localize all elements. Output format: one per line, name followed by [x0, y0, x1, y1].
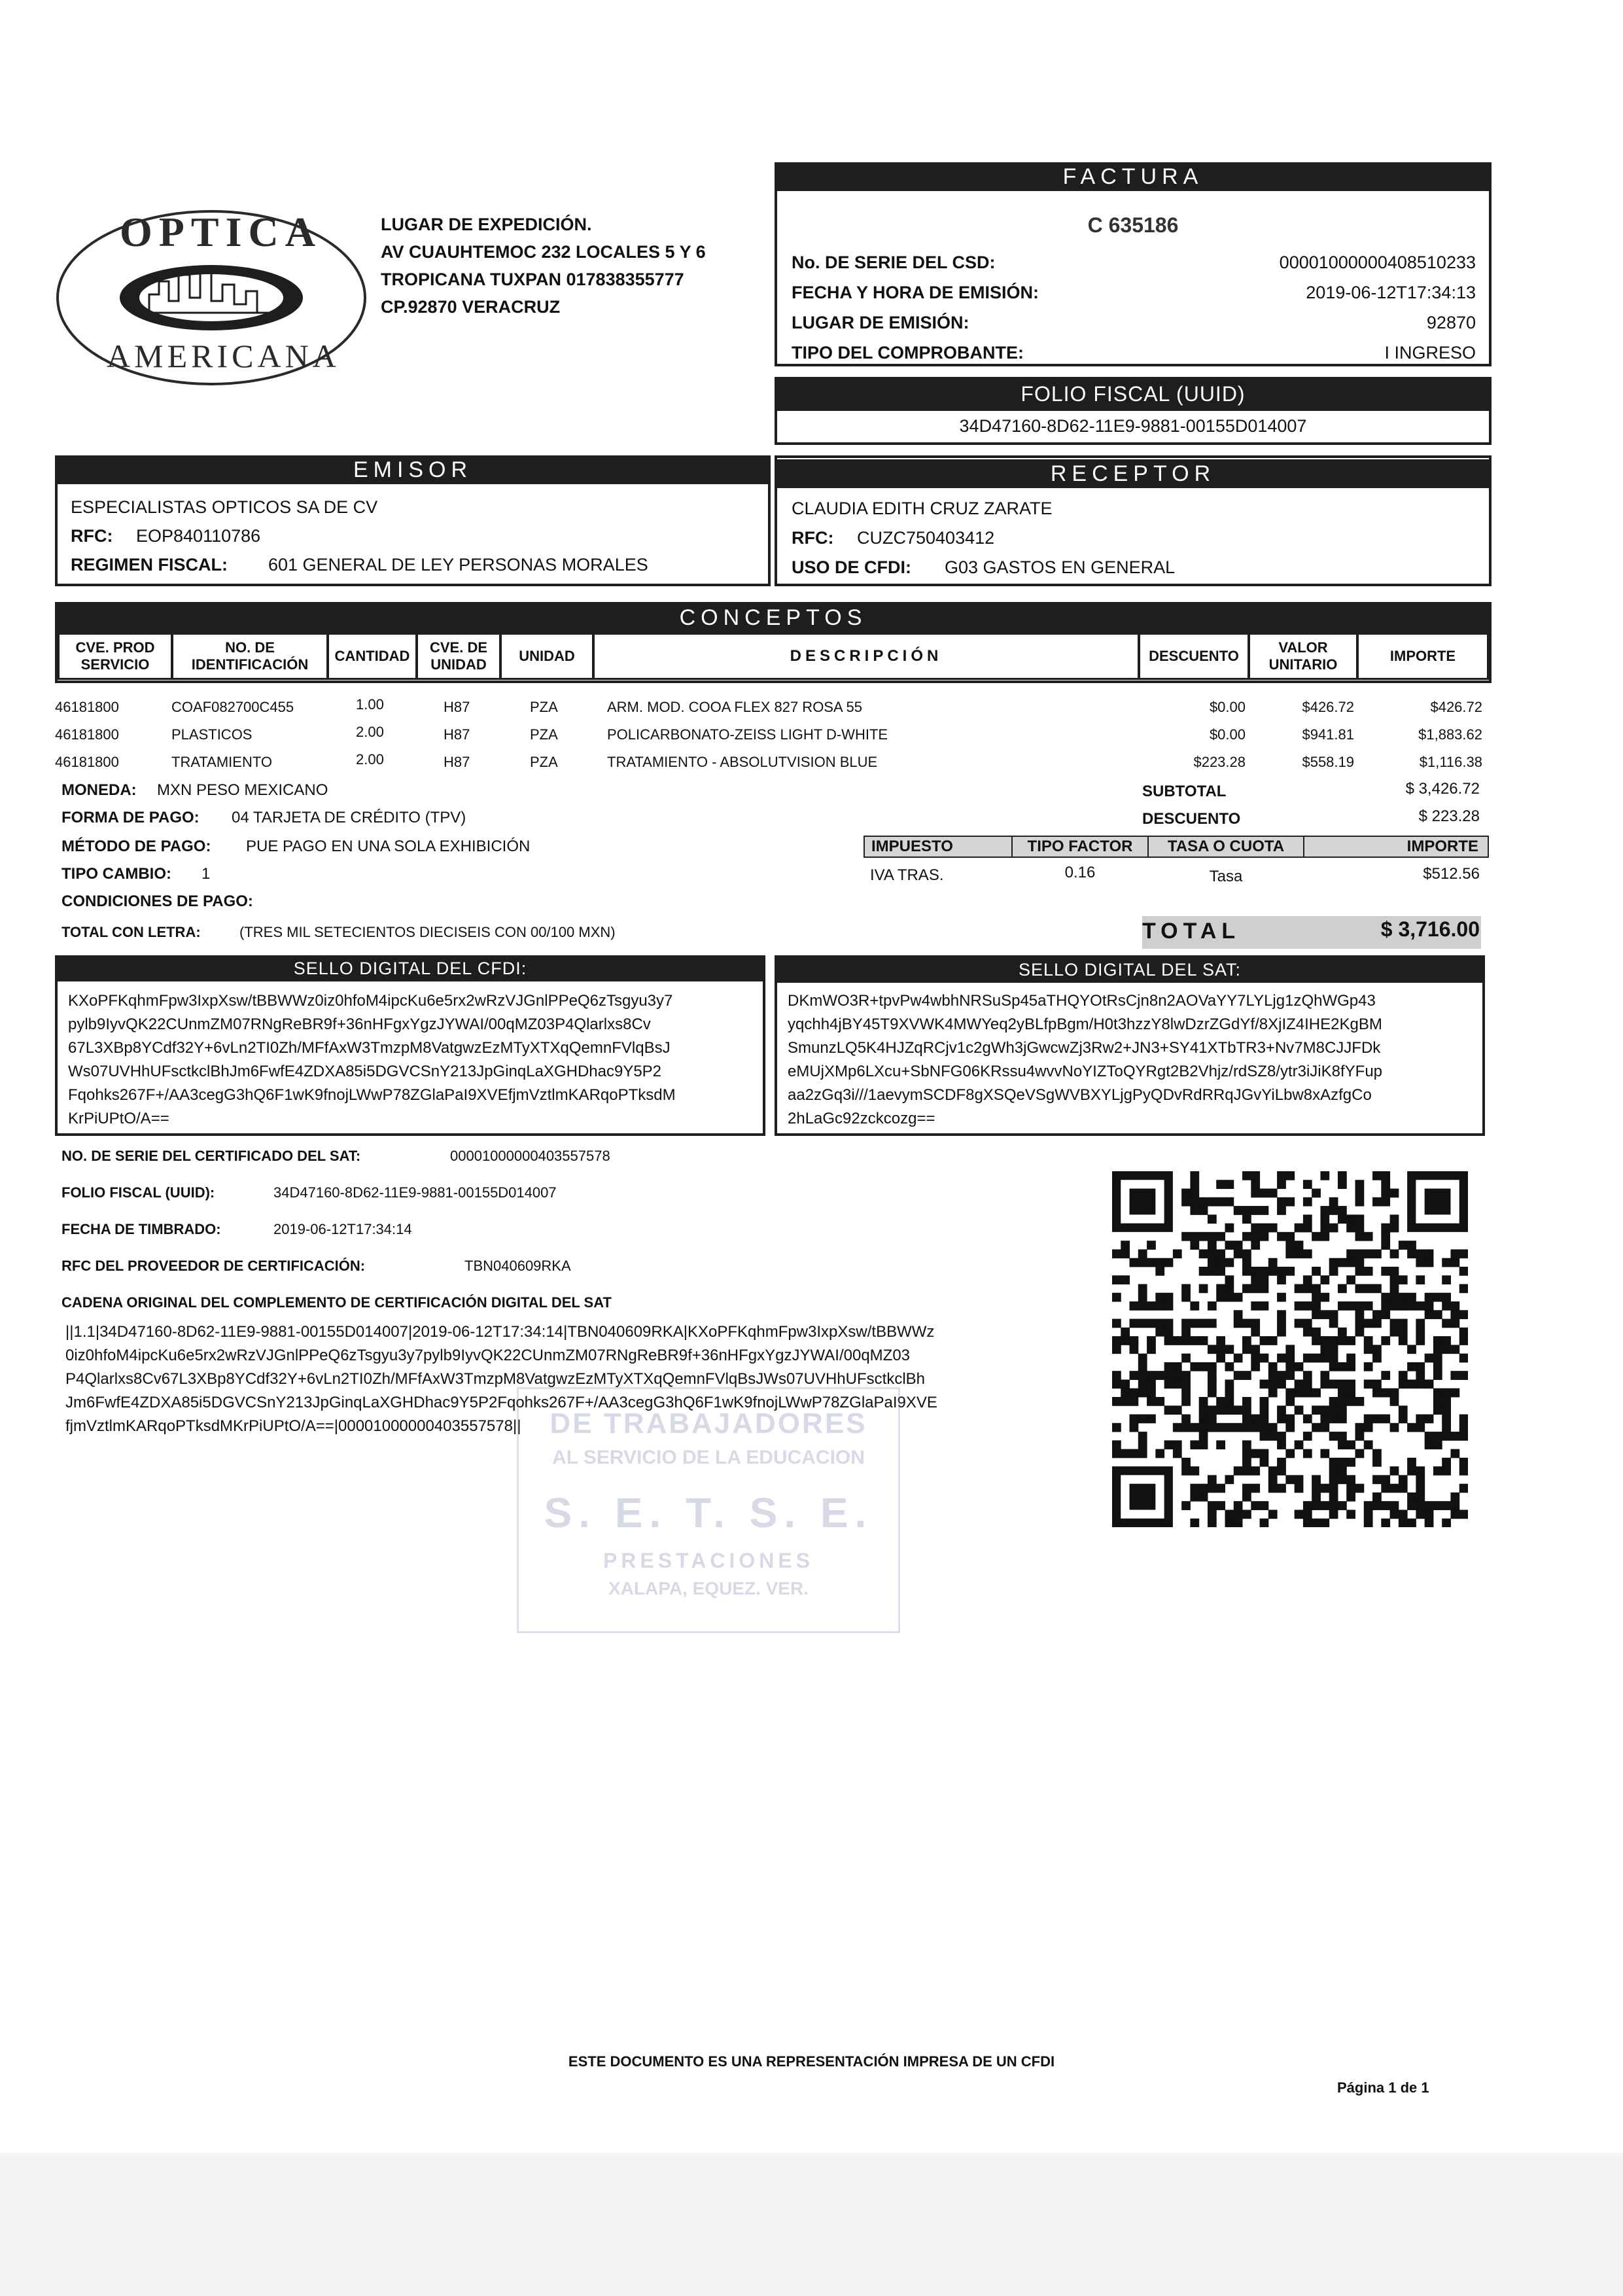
emisor-name: ESPECIALISTAS OPTICOS SA DE CV — [71, 497, 378, 517]
receptor-name: CLAUDIA EDITH CRUZ ZARATE — [792, 499, 1053, 518]
sello-cfdi-text: KXoPFKqhmFpw3IxpXsw/tBBWWz0iz0hfoM4ipcKu6e5rx2wRzVJGnlPPeQ6zTsgyu3y7 pylb9IyvQK22CUnmZM07RNgReBR9f+36nHFgxYgzJYWAI/00qMZ03P4Qlarlxs8Cv 67L3XBp8YCdf32Y+6vLn2TI0Zh/MFfAxW3TmzpM8VatgwzEzMTyXTXqQemnFVlqBsJ Ws07UVHhUFsctkclBhJm6FwfE4ZDXA85i5DGVCSnY213JpGinqLaXGHDhac9Y5P2 Fqohks267F+/AA3cegG3hQ6F1wK9fnojLWwP78ZGlaPaI9XVEfjmVztlmKARqoPTksdM KrPiUPtO/A== — [68, 992, 676, 1127]
th-cve-unidad: CVE. DE UNIDAD — [416, 633, 501, 680]
descuento-value: $ 223.28 — [1418, 807, 1480, 825]
address-line-3: TROPICANA TUXPAN 017838355777 — [381, 270, 684, 289]
logo-bottom-text: AMERICANA — [107, 338, 340, 374]
factura-folio: C 635186 — [1087, 213, 1179, 237]
cadena-label: CADENA ORIGINAL DEL COMPLEMENTO DE CERTIFICACIÓN DIGITAL DEL SAT — [61, 1294, 612, 1311]
moneda-label: MONEDA: — [61, 781, 137, 799]
sello-sat-title: SELLO DIGITAL DEL SAT: — [775, 957, 1485, 983]
issuer-address — [381, 211, 706, 321]
address-line-2: AV CUAUHTEMOC 232 LOCALES 5 Y 6 — [381, 242, 706, 262]
total-letra-value: (TRES MIL SETECIENTOS DIECISEIS CON 00/100 MXN) — [239, 924, 616, 940]
rfc-proveedor-label: RFC DEL PROVEEDOR DE CERTIFICACIÓN: — [61, 1258, 366, 1274]
cert-sat-label: NO. DE SERIE DEL CERTIFICADO DEL SAT: — [61, 1148, 361, 1164]
cadena-text: ||1.1|34D47160-8D62-11E9-9881-00155D014007|2019-06-12T17:34:14|TBN040609RKA|KXoPFKqhmFpw3IxpXsw/tBBWWz 0iz0hfoM4ipcKu6e5rx2wRzVJGnlPPeQ6zTsgyu3y7pylb9IyvQK22CUnmZM07RNgReBR9f+36nHFgxYgzJYWAI/00qMZ03 P4Qlarlxs8Cv67L3XBp8YCdf32Y+6vLn2TI0Zh/MFfAxW3TmzpM8VatgwzEzMTyXTXqQemnFVlqBsJWs07UVHhUFsctkclBh Jm6FwfE4ZDXA85i5DGVCSnY213JpGinqLaXGHDhac9Y5P2Fqohks267F+/AA3cegG3hQ6F1wK9fnojLWwP78ZGlaPaI9XVE fjmVztlmKARqoPTksdMKrPiUPtO/A==|00001000000403557578|| — [65, 1323, 937, 1435]
emisor-rfc-label: RFC: — [71, 526, 113, 546]
folio-fiscal-title: FOLIO FISCAL (UUID) — [775, 377, 1492, 411]
conceptos-title: CONCEPTOS — [55, 602, 1492, 633]
th-cve-prod: CVE. PROD SERVICIO — [58, 633, 173, 680]
uuid-value: 34D47160-8D62-11E9-9881-00155D014007 — [273, 1184, 557, 1201]
company-logo — [51, 203, 372, 393]
descuento-label: DESCUENTO — [1142, 810, 1241, 828]
metodo-pago-label: MÉTODO DE PAGO: — [61, 838, 211, 855]
th-importe: IMPORTE — [1357, 633, 1489, 680]
page-number: Página 1 de 1 — [1337, 2079, 1429, 2096]
subtotal-value: $ 3,426.72 — [1405, 780, 1480, 798]
sello-sat-text: DKmWO3R+tpvPw4wbhNRSuSp45aTHQYOtRsCjn8n2AOVaYY7LYLjg1zQhWGp43 yqchh4jBY45T9XVWK4MWYeq2yBLfpBgm/H0t3hzzY8lwDzrZGdYf/8XjIZ4IHE2KgBM SmunzLQ5K4HJZqRCjv1c2gWh3jGwcwZj3Rw2+JN3+SY41XTbTR3+Nv7M8CJJFDk eMUjXMp6LXcu+SbNFG06KRssu4wvvNoYIZToQYRgt2B2Vhjz/rdSZ8/ytr3iJiK8fYFup aa2zGq3i///1aevymSCDF8gXSQeVSgWVBXYLjgPyQDvRdRRqJGvYiLbw8xAzfgCo 2hLaGc92zckcozg== — [788, 992, 1383, 1127]
th-tax-importe: IMPORTE — [1303, 836, 1489, 858]
receptor-rfc: CUZC750403412 — [857, 528, 995, 548]
th-cantidad: CANTIDAD — [327, 633, 417, 680]
receptor-uso: G03 GASTOS EN GENERAL — [945, 557, 1176, 577]
receptor-uso-label: USO DE CFDI: — [792, 557, 912, 577]
sello-cfdi-title: SELLO DIGITAL DEL CFDI: — [55, 955, 765, 981]
factura-details — [792, 247, 1476, 368]
receptor-rfc-label: RFC: — [792, 528, 834, 548]
rfc-proveedor-value: TBN040609RKA — [464, 1258, 571, 1274]
fecha-timbrado-value: 2019-06-12T17:34:14 — [273, 1221, 412, 1237]
logo-top-text: OPTICA — [120, 209, 322, 255]
uuid-label: FOLIO FISCAL (UUID): — [61, 1184, 215, 1201]
th-descripcion: DESCRIPCIÓN — [593, 633, 1140, 680]
th-no-id: NO. DE IDENTIFICACIÓN — [171, 633, 328, 680]
subtotal-label: SUBTOTAL — [1142, 783, 1227, 800]
th-impuesto: IMPUESTO — [864, 836, 1013, 858]
tipo-cambio-label: TIPO CAMBIO: — [61, 865, 171, 883]
th-valor: VALOR UNITARIO — [1248, 633, 1358, 680]
emisor-regimen: 601 GENERAL DE LEY PERSONAS MORALES — [268, 555, 648, 574]
emisor-title: EMISOR — [55, 455, 771, 484]
th-descuento: DESCUENTO — [1138, 633, 1249, 680]
address-line-4: CP.92870 VERACRUZ — [381, 297, 561, 317]
th-tasa-cuota: TASA O CUOTA — [1147, 836, 1304, 858]
th-unidad: UNIDAD — [500, 633, 594, 680]
factura-row-lugar: LUGAR DE EMISIÓN: 92870 — [792, 313, 1476, 332]
emisor-regimen-label: REGIMEN FISCAL: — [71, 555, 228, 574]
total-value: $ 3,716.00 — [1380, 917, 1480, 941]
forma-pago-label: FORMA DE PAGO: — [61, 809, 200, 826]
scan-edge-band — [0, 2153, 1623, 2296]
folio-fiscal-value: 34D47160-8D62-11E9-9881-00155D014007 — [959, 416, 1307, 436]
total-label: TOTAL — [1142, 919, 1241, 944]
total-letra-label: TOTAL CON LETRA: — [61, 924, 201, 940]
faint-rubber-stamp: DE TRABAJADORES AL SERVICIO DE LA EDUCACION S. E. T. S. E. PRESTACIONES XALAPA, EQUEZ. VER. — [517, 1387, 900, 1633]
condiciones-label: CONDICIONES DE PAGO: — [61, 892, 253, 910]
factura-title: FACTURA — [775, 162, 1492, 191]
th-tipo-factor: TIPO FACTOR — [1011, 836, 1149, 858]
receptor-title: RECEPTOR — [775, 459, 1492, 488]
metodo-pago-value: PUE PAGO EN UNA SOLA EXHIBICIÓN — [246, 838, 531, 855]
factura-row-tipo: TIPO DEL COMPROBANTE: I INGRESO — [792, 343, 1476, 362]
moneda-value: MXN PESO MEXICANO — [157, 781, 328, 799]
tipo-cambio-value: 1 — [201, 865, 211, 883]
fecha-timbrado-label: FECHA DE TIMBRADO: — [61, 1221, 221, 1237]
cfdi-representation-note: ESTE DOCUMENTO ES UNA REPRESENTACIÓN IMPRESA DE UN CFDI — [568, 2053, 1055, 2070]
forma-pago-value: 04 TARJETA DE CRÉDITO (TPV) — [232, 809, 466, 826]
qr-code-image — [1112, 1171, 1468, 1527]
emisor-rfc: EOP840110786 — [136, 526, 261, 546]
factura-row-csd: No. DE SERIE DEL CSD: 00001000000408510233 — [792, 253, 1476, 272]
address-line-1: LUGAR DE EXPEDICIÓN. — [381, 215, 592, 234]
cert-sat-value: 00001000000403557578 — [450, 1148, 610, 1164]
factura-row-fecha: FECHA Y HORA DE EMISIÓN: 2019-06-12T17:34:13 — [792, 283, 1476, 302]
